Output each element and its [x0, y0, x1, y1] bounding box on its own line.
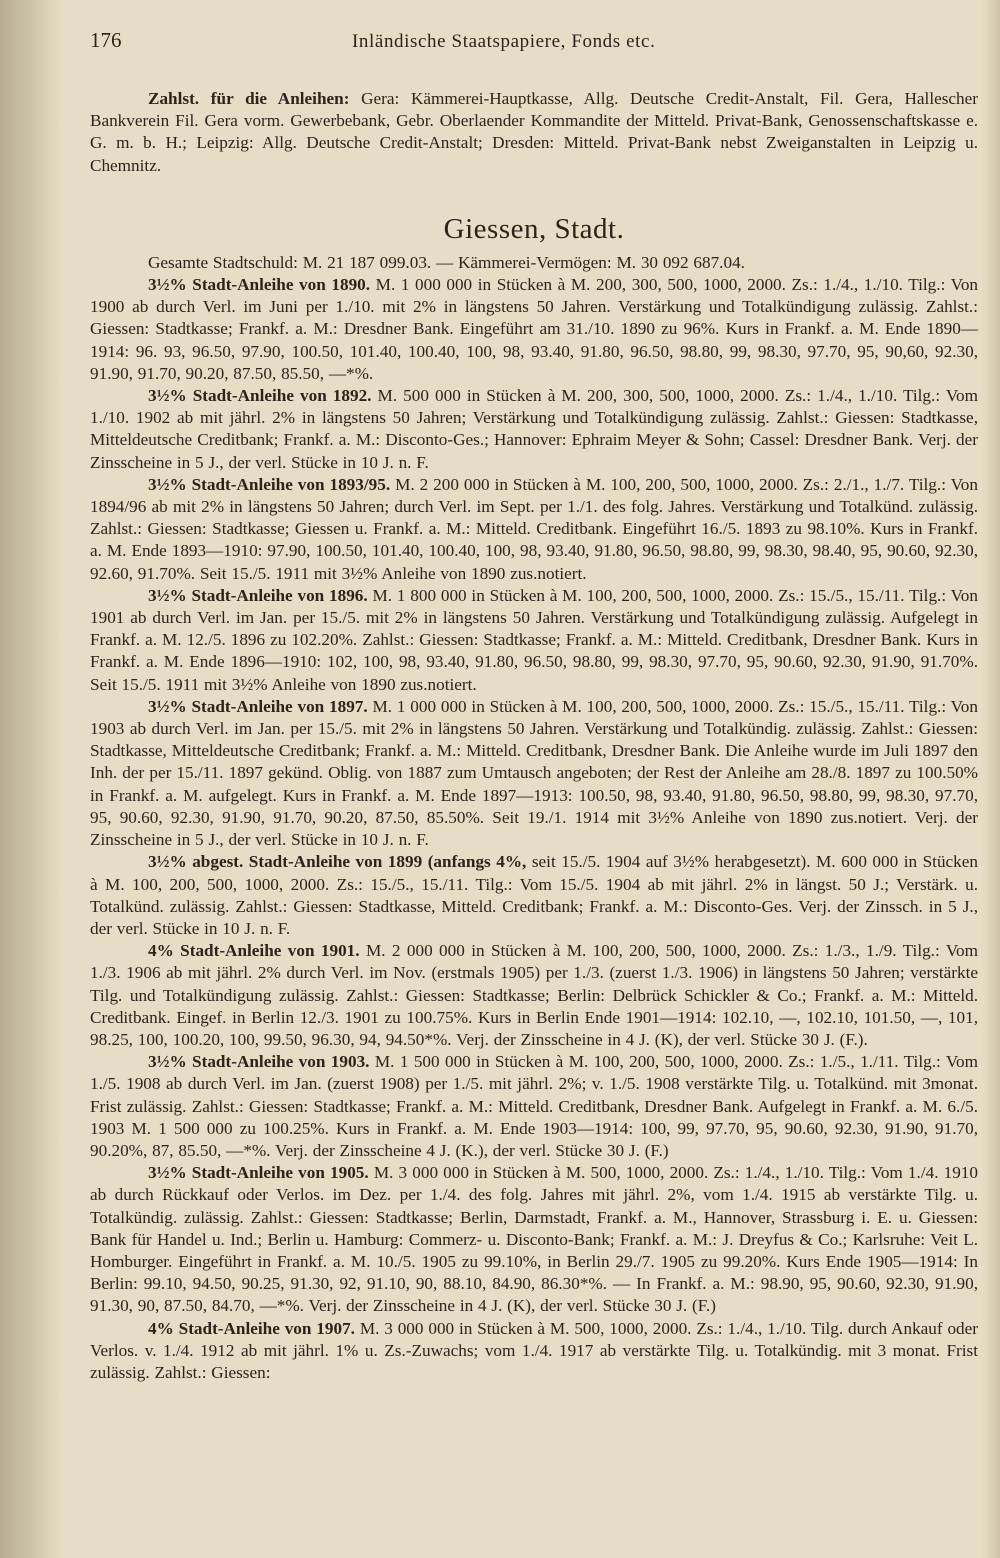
loan-heading: 3½% Stadt-Anleihe von 1905.: [148, 1163, 369, 1183]
loan-text: M. 3 000 000 in Stücken à M. 500, 1000, 2000. Zs.: 1./4., 1./10. Tilg.: Vom 1./4. 1910 ab durch Rückkauf oder Verlos. im Dez. per 1./4. des folg. Jahres mit jährl. 2%, vom 1./4. 1915 ab verstärkte Tilg. u. Totalkündig. zulässig. Zahlst.: Giessen: Stadtkasse; Berlin, Darmstadt, Frankf. a. M., Hannover, Strassburg i. E. u. Giessen: Bank für Handel u. Ind.; Berlin u. Hamburg: Commerz- u. Disconto-Bank; Frankf. a. M.: J. Dreyfus & Co.; Karlsruhe: Veit L. Homburger. Eingeführt in Frankf. a. M. 10./5. 1905 zu 99.10%, in Berlin 29./7. 1905 zu 99.20%. Kurs Ende 1905—1914: In Berlin: 99.10, 94.50, 90.25, 91.30, 92, 91.10, 90, 88.10, 84.90, 86.30*%. — In Frankf. a. M.: 98.90, 95, 90.60, 92.30, 91.90, 91.30, 90, 87.50, 84.70, —*%. Verj. der Zinsscheine in 4 J. (K), der verl. Stücke 30 J. (F.): [90, 1163, 978, 1316]
loan-entry: [90, 851, 978, 940]
loan-heading: 3½% Stadt-Anleihe von 1897.: [148, 696, 368, 716]
page-header: [90, 28, 978, 66]
loan-heading: 3½% Stadt-Anleihe von 1903.: [148, 1052, 370, 1072]
loan-heading: 4% Stadt-Anleihe von 1907.: [148, 1318, 355, 1338]
loan-entry: [90, 385, 978, 474]
loan-text: M. 500 000 in Stücken à M. 200, 300, 500, 1000, 2000. Zs.: 1./4., 1./10. Tilg.: Vom 1./10. 1902 ab mit jährl. 2% in längstens 50 Jahren; Verstärkung und Totalkündigung zulässig. Zahlst.: Giessen: Stadtkasse, Mitteldeutsche Creditbank; Frankf. a. M.: Disconto-Ges.; Hannover: Ephraim Meyer & Sohn; Cassel: Dresdner Bank. Verj. der Zinsscheine in 5 J., der verl. Stücke in 10 J. n. F.: [90, 386, 978, 472]
loan-entry: [90, 1051, 978, 1162]
loan-text: M. 2 000 000 in Stücken à M. 100, 200, 500, 1000, 2000. Zs.: 1./3., 1./9. Tilg.: Vom 1./3. 1906 ab mit jährl. 2% durch Verl. im Nov. (erstmals 1905) per 1./3. (zuerst 1./3. 1906) in längstens 50 Jahren; verstärkte Tilg. und Totalkündigung zulässig. Zahlst.: Giessen: Stadtkasse; Berlin: Delbrück Schickler & Co.; Frankf. a. M.: Mitteld. Creditbank. Eingef. in Berlin 12./3. 1901 zu 100.75%. Kurs in Berlin Ende 1901—1914: 102.10, —, 102.10, 101.50, —, 101, 98.25, 100, 100.20, 100, 99.50, 96.30, 94, 94.50*%. Verj. der Zinsscheine in 4 J. (K), der verl. Stücke 30 J. (F.).: [90, 941, 978, 1049]
page-number: 176: [90, 28, 122, 52]
loan-heading: 3½% Stadt-Anleihe von 1892.: [148, 386, 372, 406]
loan-text: seit 15./5. 1904 auf 3½% herabgesetzt). M. 600 000 in Stücken à M. 100, 200, 500, 1000, 2000. Zs.: 15./5., 15./11. Tilg.: Vom 15./5. 1904 ab mit jährl. 2% in längst. 50 J.; Verstärk. u. Totalkünd. zulässig. Zahlst.: Giessen: Stadtkasse, Mitteld. Creditbank; Frankf. a. M.: Disconto-Ges. Verj. der Zinssch. in 5 J., der verl. Stücke in 10 J. n. F.: [90, 852, 978, 938]
loan-heading: 4% Stadt-Anleihe von 1901.: [148, 941, 360, 961]
intro-label: Zahlst. für die Anleihen:: [148, 89, 350, 108]
loan-entry: [90, 474, 978, 585]
section-title: Giessen, Stadt.: [443, 212, 625, 245]
loan-entry: [90, 274, 978, 385]
loan-heading: 3½% Stadt-Anleihe von 1890.: [148, 275, 371, 295]
loan-entry: [90, 1162, 978, 1317]
loan-text: M. 2 200 000 in Stücken à M. 100, 200, 500, 1000, 2000. Zs.: 2./1., 1./7. Tilg.: Von 1894/96 ab mit 2% in längstens 50 Jahren; durch Verl. im Sept. per 1./1. des folg. Jahres. Verstärkung und Totalkünd. zulässig. Zahlst.: Giessen: Stadtkasse; Giessen u. Frankf. a. M.: Mitteld. Creditbank. Eingeführt 16./5. 1893 zu 98.10%. Kurs in Frankf. a. M. Ende 1893—1910: 97.90, 100.50, 101.40, 100.40, 100, 98, 93.40, 91.80, 96.50, 98.80, 99, 98.30, 98.40, 95, 90.60, 92.30, 92.60, 91.70%. Seit 15./5. 1911 mit 3½% Anleihe von 1890 zus.notiert.: [90, 474, 978, 583]
loan-text: M. 1 500 000 in Stücken à M. 100, 200, 500, 1000, 2000. Zs.: 1./5., 1./11. Tilg.: Vom 1./5. 1908 ab durch Verl. im Jan. (zuerst 1908) per 1./5. mit jährl. 2%; v. 1./5. 1908 verstärkte Tilg. u. Totalkünd. mit 3monat. Frist zulässig. Zahlst.: Giessen: Stadtkasse; Frankf. a. M.: Mitteld. Creditbank, Dresdner Bank. Aufgelegt in Frankf. a. M. 6./5. 1903 M. 1 500 000 zu 100.25%. Kurs in Frankf. a. M. Ende 1903—1914: 100, 99, 97.70, 95, 90.60, 92.30, 91.90, 91.70, 90.20%, 87, 85.50, —*%. Verj. der Zinsscheine 4 J. (K.), der verl. Stücke 30 J. (F.): [90, 1052, 978, 1160]
loan-text: M. 1 000 000 in Stücken à M. 200, 300, 500, 1000, 2000. Zs.: 1./4., 1./10. Tilg.: Von 1900 ab durch Verl. im Juni per 1./10. mit 2% in längstens 50 Jahren. Verstärkung und Totalkündigung zulässig. Zahlst.: Giessen: Stadtkasse; Frankf. a. M.: Dresdner Bank. Eingeführt am 31./10. 1890 zu 96%. Kurs in Frankf. a. M. Ende 1890—1914: 96. 93, 96.50, 97.90, 100.50, 101.40, 100.40, 100, 98, 93.40, 91.80, 96.50, 98.80, 99, 98.30, 97.70, 95, 90,60, 92.30, 91.90, 91.70, 90.20, 87.50, 85.50, —*%.: [90, 275, 979, 383]
intro-paragraph: [90, 88, 978, 177]
loan-heading: 3½% Stadt-Anleihe von 1896.: [148, 585, 368, 605]
loan-entry: [90, 696, 978, 851]
intro-text: Gera: Kämmerei-Hauptkasse, Allg. Deutsche Credit-Anstalt, Fil. Gera, Hallescher Bankverein Fil. Gera vorm. Gewerbebank, Gebr. Oberlaender Kommandite der Mitteld. Privat-Bank, Genossenschaftskasse e. G. m. b. H.; Leipzig: Allg. Deutsche Credit-Anstalt; Dresden: Mitteld. Privat-Bank nebst Zweiganstalten in Leipzig u. Chemnitz.: [90, 89, 978, 175]
loan-heading: 3½% Stadt-Anleihe von 1893/95.: [148, 474, 391, 494]
loan-text: M. 3 000 000 in Stücken à M. 500, 1000, 2000. Zs.: 1./4., 1./10. Tilg. durch Ankauf oder Verlos. v. 1./4. 1912 ab mit jährl. 1% u. Zs.-Zuwachs; vom 1./4. 1917 ab verstärkte Tilg. u. Totalkündig. mit 3 monat. Frist zulässig. Zahlst.: Giessen:: [90, 1318, 978, 1382]
loan-text: M. 1 800 000 in Stücken à M. 100, 200, 500, 1000, 2000. Zs.: 15./5., 15./11. Tilg.: Von 1901 ab durch Verl. im Jan. per 15./5. mit 2% in längstens 50 Jahren. Verstärkung und Totalkündigung zulässig. Aufgelegt in Frankf. a. M. 12./5. 1896 zu 102.20%. Zahlst.: Giessen: Stadtkasse; Frankf. a. M.: Mitteld. Creditbank, Dresdner Bank. Kurs in Frankf. a. M. Ende 1896—1910: 102, 100, 98, 93.40, 91.80, 96.50, 98.80, 99, 98.30, 97.70, 95, 90.60, 92.30, 91.90, 91.70%. Seit 15./5. 1911 mit 3½% Anleihe von 1890 zus.notiert.: [90, 585, 978, 694]
debt-summary: Gesamte Stadtschuld: M. 21 187 099.03. — Kämmerei-Vermögen: M. 30 092 687.04.: [148, 252, 745, 272]
loan-entry: [90, 940, 978, 1051]
loan-entry: [90, 1318, 978, 1385]
loan-entry: [90, 585, 978, 696]
loan-heading: 3½% abgest. Stadt-Anleihe von 1899 (anfangs 4%,: [148, 852, 527, 872]
loan-text: M. 1 000 000 in Stücken à M. 100, 200, 500, 1000, 2000. Zs.: 15./5., 15./11. Tilg.: Von 1903 ab durch Verl. im Jan. per 15./5. mit 2% in längstens 50 Jahren. Verstärkung und Totalkündig. zulässig. Zahlst.: Giessen: Stadtkasse, Mitteldeutsche Creditbank; Frankf. a. M.: Mitteld. Creditbank, Dresdner Bank. Die Anleihe wurde im Juli 1897 den Inh. der per 15./11. 1897 gekünd. Oblig. von 1887 zum Umtausch angeboten; der Rest der Anleihe am 28./8. 1897 zu 100.50% in Frankf. a. M. aufgelegt. Kurs in Frankf. a. M. Ende 1897—1913: 100.50, 98, 93.40, 91.80, 96.50, 98.80, 99, 98.30, 97.70, 95, 90.60, 92.30, 91.90, 91.70, 90.20, 87.50, 85.50%. Seit 19./1. 1914 mit 3½% Anleihe von 1890 zus.notiert. Verj. der Zinsscheine in 5 J., der verl. Stücke in 10 J. n. F.: [90, 696, 978, 850]
running-head: Inländische Staatspapiere, Fonds etc.: [352, 31, 656, 52]
